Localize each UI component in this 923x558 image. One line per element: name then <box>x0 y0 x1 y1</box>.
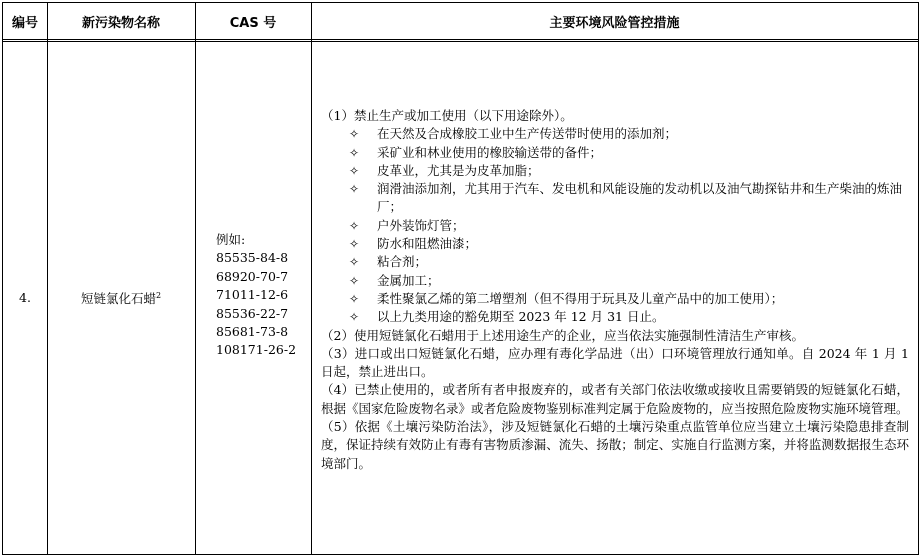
risk-control-table <box>2 2 919 555</box>
diamond-bullet-icon: ✧ <box>349 255 360 270</box>
diamond-bullet-icon: ✧ <box>349 237 360 252</box>
bullet-text: 以上九类用途的豁免期至 2023 年 12 月 31 日止。 <box>377 309 665 325</box>
cas-number: 85536-22-7 <box>216 305 289 321</box>
cas-number: 85681-73-8 <box>216 324 289 340</box>
bullet-item <box>321 162 909 180</box>
cas-number: 68920-70-7 <box>216 268 289 284</box>
cas-number: 71011-12-6 <box>216 287 289 303</box>
bullet-text: 在天然及合成橡胶工业中生产传送带时使用的添加剂； <box>377 126 678 142</box>
bullet-item <box>321 180 909 217</box>
bullet-text: 粘合剂； <box>377 254 428 270</box>
cas-number-list <box>196 231 312 360</box>
diamond-bullet-icon: ✧ <box>349 273 360 288</box>
measure-4: （4）已禁止使用的，或者所有者申报废弃的，或者有关部门依法收缴或接收且需要销毁的短链氯化石蜡，根据《国家危险废物名录》或者危险废物鉴别标准判定属于危险废物的，应当按照危险废物实施环境管理。 <box>321 382 909 416</box>
bullet-item <box>321 290 909 308</box>
bullet-text: 采矿业和林业使用的橡胶输送带的备件； <box>377 144 603 160</box>
cas-number: 85535-84-8 <box>216 250 289 266</box>
measures-text <box>321 107 909 473</box>
bullet-text: 防水和阻燃油漆； <box>377 236 478 252</box>
bullet-item <box>321 253 909 271</box>
bullet-text: 润滑油添加剂，尤其用于汽车、发电机和风能设施的发动机以及油气勘探钻井和生产柴油的炼油厂； <box>377 181 903 215</box>
header-name: 新污染物名称 <box>81 15 160 31</box>
measure-2: （2）使用短链氯化石蜡用于上述用途生产的企业，应当依法实施强制性清洁生产审核。 <box>321 327 804 343</box>
pollutant-name <box>81 289 161 307</box>
cas-intro: 例如: <box>216 232 246 247</box>
bullet-item <box>321 272 909 290</box>
diamond-bullet-icon: ✧ <box>349 127 360 142</box>
row-number <box>3 41 47 554</box>
diamond-bullet-icon: ✧ <box>349 310 360 325</box>
measure-3: （3）进口或出口短链氯化石蜡，应办理有毒化学品进（出）口环境管理放行通知单。自 2024 年 1 月 1 日起，禁止进出口。 <box>321 345 909 380</box>
bullet-text: 皮革业，尤其是为皮革加脂； <box>377 162 540 178</box>
footnote-marker: 2 <box>155 290 162 300</box>
diamond-bullet-icon: ✧ <box>349 218 360 233</box>
bullet-text: 金属加工； <box>377 272 440 288</box>
measure-5: （5）依据《土壤污染防治法》，涉及短链氯化石蜡的土壤污染重点监管单位应当建立土壤污染隐患排查制度，保证持续有效防止有毒有害物质渗漏、流失、扬散；制定、实施自行监测方案，并将监测数据报生态环境部门。 <box>321 419 909 471</box>
diamond-bullet-icon: ✧ <box>349 291 360 306</box>
diamond-bullet-icon: ✧ <box>349 182 360 197</box>
bullet-text: 户外装饰灯管； <box>377 217 465 233</box>
bullet-text: 柔性聚氯乙烯的第二增塑剂（但不得用于玩具及儿童产品中的加工使用）； <box>377 290 784 306</box>
row-number-text: 4. <box>19 290 31 305</box>
header-no: 编号 <box>11 15 38 31</box>
diamond-bullet-icon: ✧ <box>349 145 360 160</box>
header-divider <box>3 39 918 40</box>
diamond-bullet-icon: ✧ <box>349 163 360 178</box>
pollutant-name-text: 短链氯化石蜡 <box>80 290 156 306</box>
bullet-item <box>321 308 909 326</box>
pollutant-name-cell <box>47 41 195 554</box>
bullet-item <box>321 217 909 235</box>
bullet-item <box>321 235 909 253</box>
measure-1: （1）禁止生产或加工使用（以下用途除外）。 <box>321 108 573 123</box>
header-cas: CAS 号 <box>229 15 277 31</box>
bullet-item <box>321 125 909 143</box>
cas-number: 108171-26-2 <box>216 342 297 358</box>
header-measures: 主要环境风险管控措施 <box>549 15 680 31</box>
bullet-item <box>321 144 909 162</box>
